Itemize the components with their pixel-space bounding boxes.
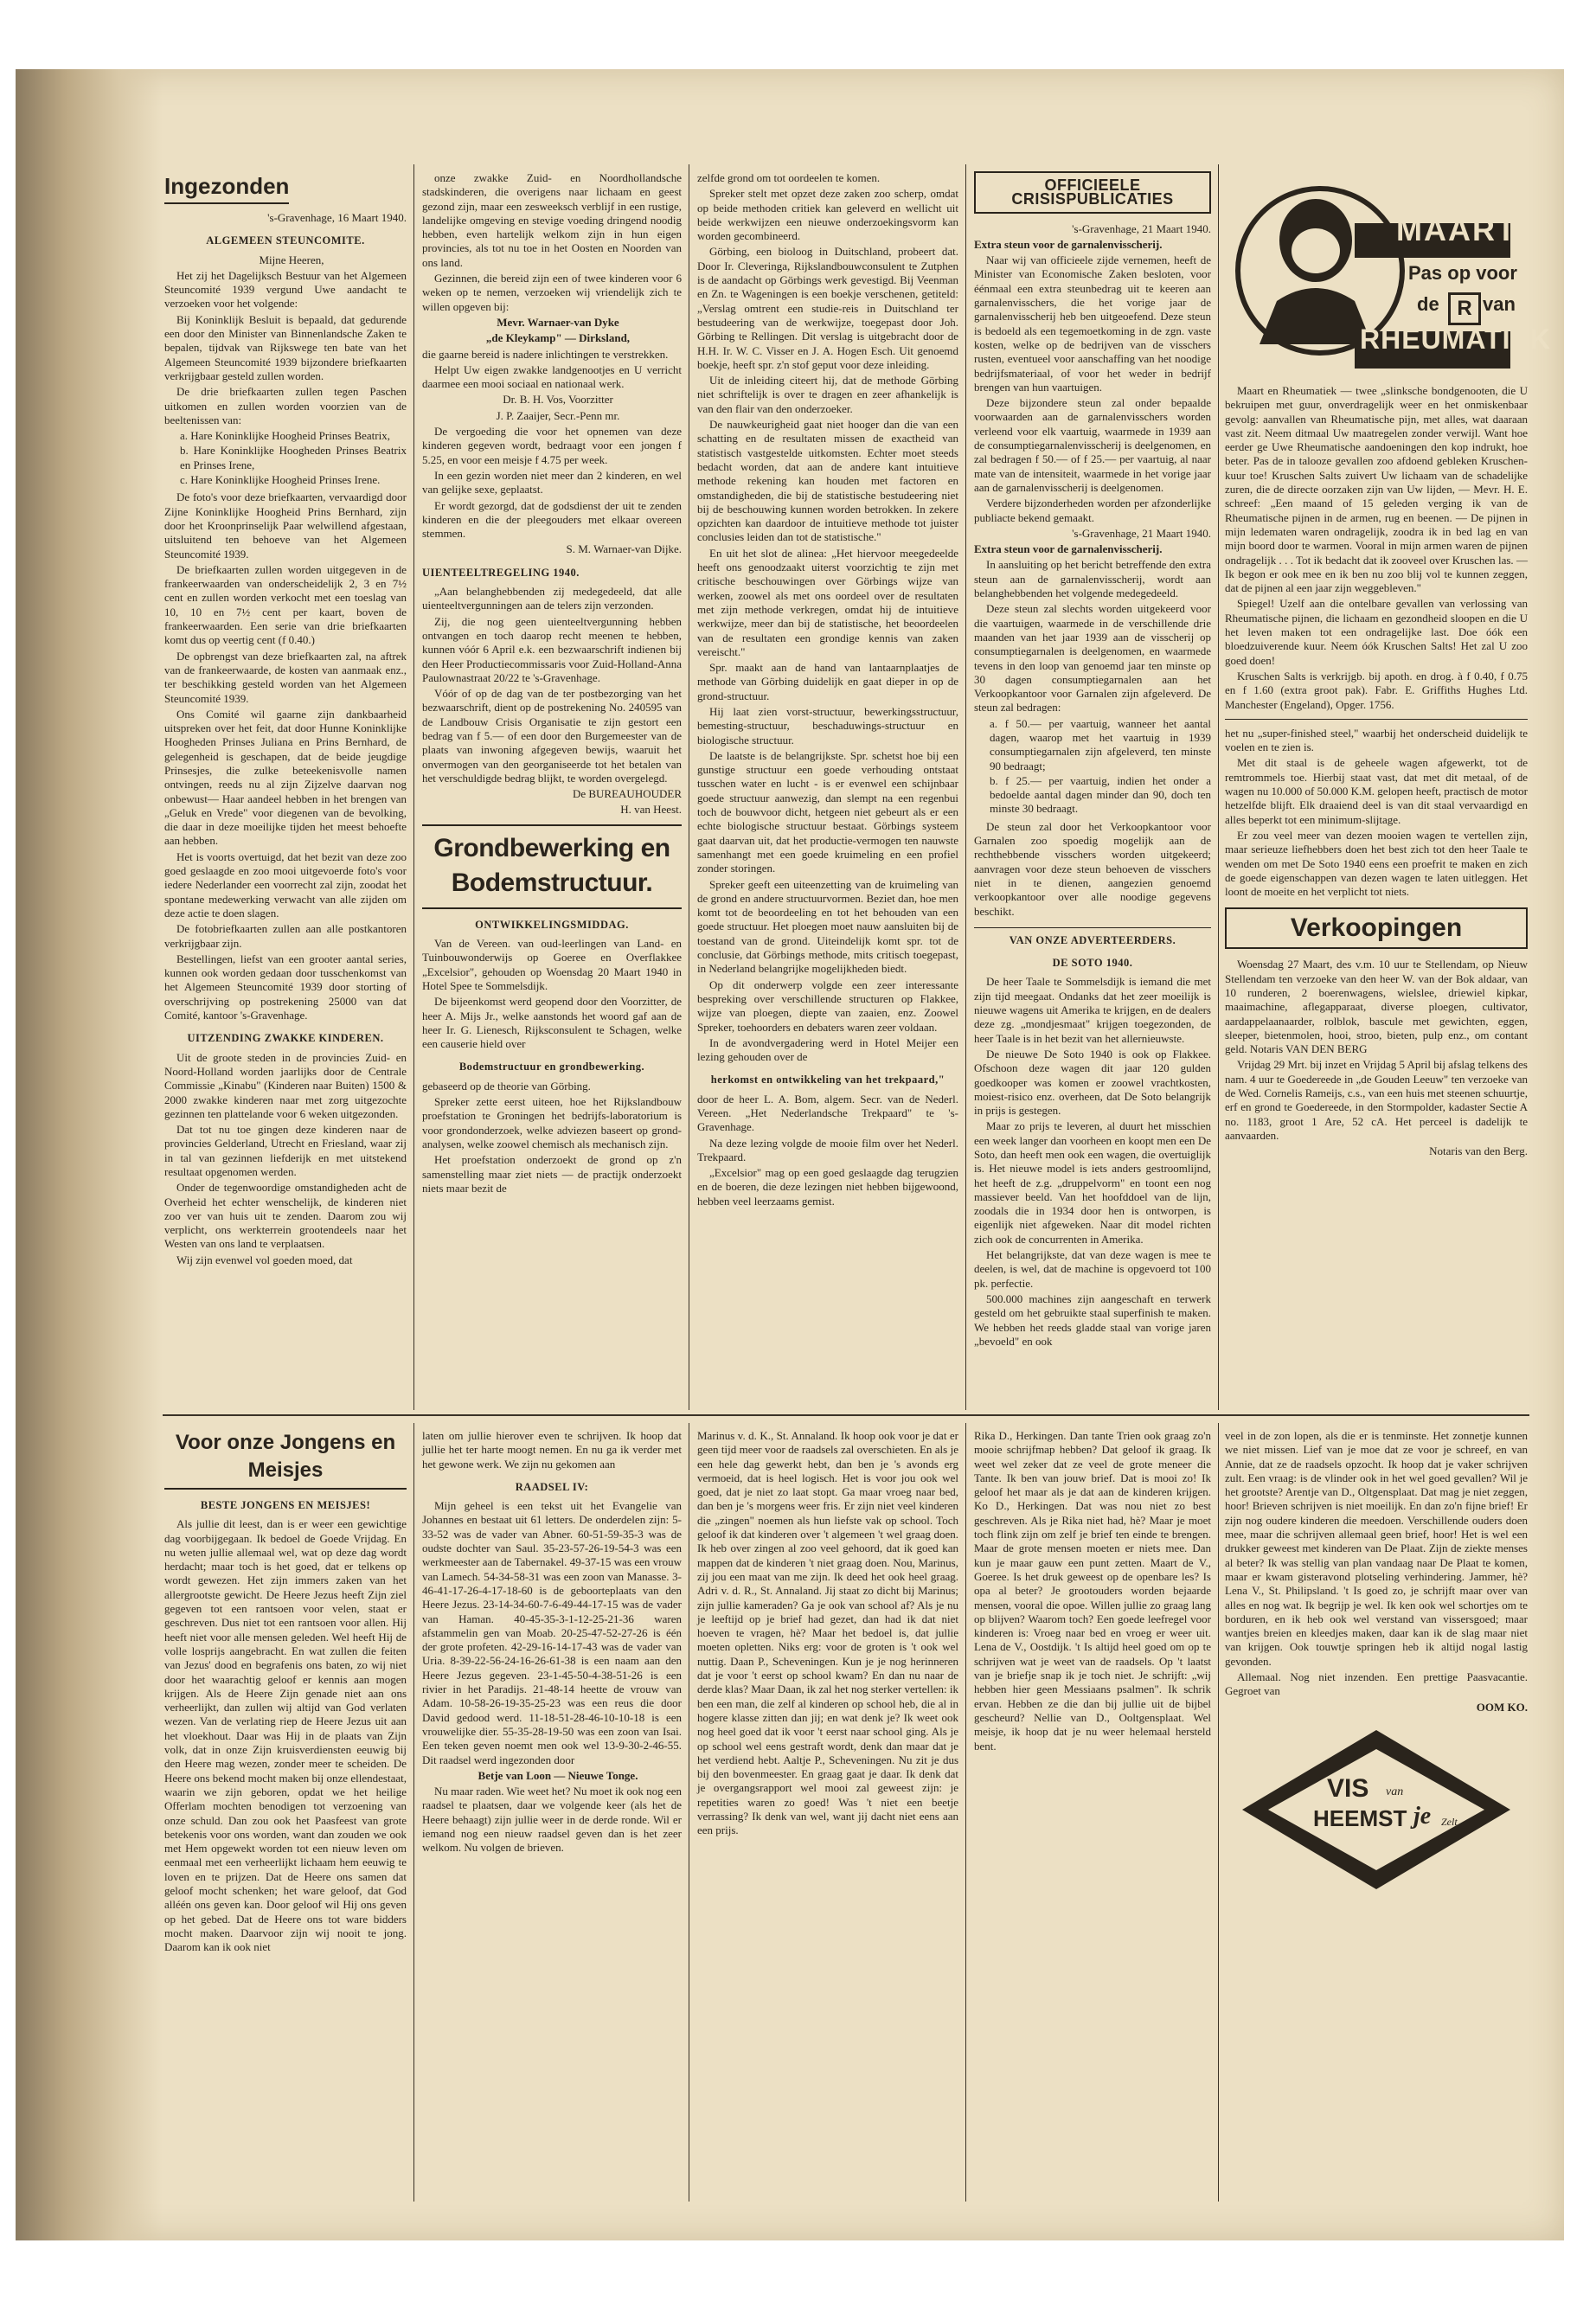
paragraph: Het belangrijkste, dat van deze wagen is mee te deelen, is wel, dat de machine is opgevoerd tot 100 pk. perfectie. [974, 1248, 1211, 1290]
signature: J. P. Zaaijer, Secr.-Penn mr. [496, 408, 620, 422]
column-rule [413, 164, 414, 1410]
subheading: UIENTEELTREGELING 1940. [422, 566, 580, 579]
paragraph: Helpt Uw eigen zwakke landgenootjes en U verricht daarmee een mooi sociaal en nationaal werk. [422, 362, 682, 391]
vis-van-heemst-advert [1225, 1723, 1528, 1896]
paragraph: Zij, die nog geen uienteeltvergunning hebben ontvangen en toch daarop recht meenen te hebben, kunnen vóór 6 April e.k. een bezwaarschrift indienen bij den Heer Productiecommissaris voor Zuid-Holland-Anna Paulownastraat 20/22 te 's-Gravenhage. [422, 614, 682, 684]
zelt-text: Zelt [1441, 1815, 1458, 1828]
bottom-column-three [697, 1429, 958, 2199]
paragraph: Hij laat zien vorst-structuur, bewerkingsstructuur, bemesting-structuur, beschaduwings-structuur en biologische structuur. [697, 704, 958, 747]
subheading: RAADSEL IV: [515, 1480, 589, 1493]
paragraph: In een gezin worden niet meer dan 2 kinderen, en wel van gelijke sexe, geplaatst. [422, 468, 682, 497]
paragraph: Het zij het Dagelijksch Bestuur van het Algemeen Steuncomité 1939 vergund Uwe aandacht te verzoeken voor het volgende: [164, 268, 407, 311]
paragraph: Nu maar raden. Wie weet het? Nu moet ik ook nog een raadsel te plaatsen, daar we volgende keer (als het de Heere behaagt) zijn jullie weer in de derde ronde. Wil er iemand nog een nieuw raadsel geven dan is het zeer welkom. Nu volgen de brieven. [422, 1785, 682, 1855]
steun-list [974, 717, 1211, 817]
paragraph: Op dit onderwerp volgde een zeer interessante bespreking over verschillende structuren op Flakkee, wijze van ploegen, diepte van zaaien, enz. Zoowel Spreker, toehoorders en debaters waren zeer voldaan. [697, 977, 958, 1034]
heemst-text: HEEMST [1313, 1804, 1407, 1831]
signature: De BUREAUHOUDER [572, 787, 682, 801]
subheading: ALGEMEEN STEUNCOMITE. [206, 234, 365, 247]
paragraph: het nu „super-finished steel," waarbij het onderscheid duidelijk te voelen en te zien is. [1225, 726, 1528, 754]
subheading: ONTWIKKELINGSMIDDAG. [475, 918, 629, 931]
dateline: 's-Gravenhage, 16 Maart 1940. [267, 211, 407, 224]
dateline: 's-Gravenhage, 21 Maart 1940. [1072, 221, 1211, 235]
subheading: BESTE JONGENS EN MEISJES! [200, 1499, 371, 1511]
subheading: herkomst en ontwikkeling van het trekpaard," [710, 1074, 945, 1086]
ad-title-van: van [1483, 293, 1516, 315]
paragraph: zelfde grond om tot oordeelen te komen. [697, 171, 881, 184]
paragraph: Met dit staal is de geheele wagen afgewerkt, tot de remtrommels toe. Hierbij staat vast, dat met dit metaal, of de wagen nu 10.000 of 50.000 K.M. gelopen heeft, practisch de motor hetzelfde blijft. Elk draaiend deel is van dit staal vervaardigd en alles beperkt tot een minimum-slijtage. [1225, 756, 1528, 826]
paragraph: Woensdag 27 Maart, des v.m. 10 uur te Stellendam, op Nieuw Stellendam ten verzoeke van den heer W. van der Bok aldaar, van 10 runderen, 2 boerenwagens, wielslee, driewiel kipkar, maaimachine, aflegapparaat, diverse ploegen, cultivator, aardappelaanaarder, rolblok, bascule met gewichten, eggen, sleeper, bietenmolen, hooi, stroo, bieten, pulp enz., om contant geld. Notaris VAN DEN BERG [1225, 958, 1528, 1056]
paragraph: 500.000 machines zijn aangeschaft en terwerk gesteld om het gebruikte staal superfinish te maken. We hebben het reeds gladde staal van vorige jaren „bevoeld" en ook [974, 1292, 1211, 1348]
paragraph: Spreker geeft een uiteenzetting van de kruimeling van de grond en andere structuurvormen. Beziet dan, hoe men komt tot de beoordeeling en tot het behouden van een goede structuur. Het ploegen moet nauw aansluiten bij de toestand van de grond. Uiteindelijk komt spr. tot de conclusie, dat Görbings methode, mits critisch toegepast, in Nederland belangrijke mogelijkheden biedt. [697, 877, 958, 976]
paragraph: Görbing, een bioloog in Duitschland, probeert dat. Door Ir. Cleveringa, Rijkslandbouwconsulent te Zutphen is de aandacht op Görbings werk gevestigd. Bij Veenman en Zn. te Wageningen is een boekje verschenen, getiteld: „Verslag omtrent een studie-reis in Duitschland ter bestudeering van de werkwijze, toegepast door Joh. Görbing te Rellingen. Dit verslag is uitgebracht door de H.H. Ir. W. C. Visser en J. A. Hogen Esch. Uit genoemd boekje, heeft spr. z'n stof geput voor deze inleiding. [697, 245, 958, 371]
ingezonden-heading: Ingezonden [164, 173, 289, 204]
column-two [422, 171, 682, 1410]
paragraph: De laatste is de belangrijkste. Spr. schetst hoe bij een gunstige structuur een goede verhouding ontstaat tusschen water en lucht - is er evenwel een schijnbaar goede structuur aanwezig, dan slempt na een regenbui toch de bouwvoor dicht, hetgeen niet gebeurt als er een echte biologische structuur bestaat. Görbings systeem gaat daarvan uit, dat het productie-vermogen ten nauwste samenhangt met een goede kruimeling en een profiel zonder storingen. [697, 748, 958, 875]
paragraph: door de heer L. A. Bom, algem. Secr. van de Nederl. Vereen. „Het Nederlandsche Trekpaard" te 's-Gravenhage. [697, 1092, 958, 1134]
paragraph: Na deze lezing volgde de mooie film over het Nederl. Trekpaard. [697, 1136, 958, 1163]
subheading: VAN ONZE ADVERTEERDERS. [974, 927, 1211, 947]
column-rule [1218, 1423, 1219, 2202]
paragraph: De vergoeding die voor het opnemen van deze kinderen gegeven wordt, bedraagt voor een jongen f 5.25, en voor een meisje f 4.75 per week. [422, 425, 682, 466]
paragraph: Het is voorts overtuigd, dat het bezit van deze zoo goed geslaagde en zoo mooi uitgevoerde foto's voor iedere Nederlander een voorrecht zal zijn, zoodat het spontane medewerking verwacht van alle zijden om deze actie te doen slagen. [164, 849, 407, 920]
paragraph: „Aan belanghebbenden zij medegedeeld, dat alle uienteeltvergunningen aan de telers zijn verzonden. [422, 585, 682, 612]
paragraph: En uit het slot de alinea: „Het hiervoor meegedeelde heeft ons genoodzaakt uiterst voorzichtig te zijn met critische beschouwingen over Görbings wijze van werken, zoowel als met ons oordeel over de resultaten met zijn methode verkregen, omdat hij de intuitieve werkwijze, meer dan bij de statistische, het beoordeelen van de resultaten een grondige kennis van zaken vereischt." [697, 546, 958, 658]
subheading: Extra steun voor de garnalenvisscherij. [974, 542, 1163, 556]
signature: Mevr. Warnaer-van Dyke [497, 315, 619, 329]
portrait-list [164, 429, 407, 487]
paragraph: Rika D., Herkingen. Dan tante Trien ook graag zo'n mooie schrijfmap hebben? Dat geloof ik graag. Ik weet wel zeker dat ze veel de grote meneer die Tante. Ik ben van jouw brief. Dat is mooi zo! Ik geloof het maar als je dat aan de kinderen krijgen. Ko D., Herkingen. Dat was nou niet zo best geschreven. Als je Rika niet had, hè? Maar je moet toch flink zijn om zelf je brief ten einde te brengen. Maar de grote mensen moeten er niets mee. Dan kun je maar gauw een punt zetten. Maart de V., Goeree. Is het druk geweest op de openbare les? Is opa al beter? Je grootouders worden bejaarde mensen, vooral die opoe. Willen jullie zo graag lang op blijven? Waarom toch? Een goede leefregel voor kinderen is: Vroeg naar bed en vroeg er weer uit. Lena de V., Oostdijk. 't Is altijd heel goed om op te schrijven wat je weet van de raadsels. Op 't laatst van je briefje snap ik je toch niet. Je schrijft: „wij hebben hier geen Messiaans psalmen". Ik schrik ervan. Hebben ze die dan bij jullie uit de bijbel gescheurd? Nellie van D., Ooltgensplaat. Wel meisje, ik hoop dat je nu weer helemaal hersteld bent. [974, 1429, 1211, 1753]
paragraph: Maart en Rheumatiek — twee „slinksche bondgenooten, die U bekruipen met guur, onverdragelijk weer en het onmiskenbaar gevolg: aanvallen van Rheumatische pijn, met alles, wat daaraan vast zit. Neem ditmaal Uw maatregelen zonder verwijl. Want hoe eerder ge Uwe Rheumatische aandoeningen den kop indrukt, hoe beter. Pas de in talooze gevallen zoo afdoend gebleken Kruschen-kuur toe! Kruschen Salts zuivert Uw lichaam van de schadelijke zuren, die de directe oorzaken zijn van Uw lijden, — Mevr. H. E. schreef: „Een maand of 15 geleden verging ik van de Rheumatische pijnen in de armen, rug en beenen. — De pijnen in mijn ledematen waren ondragelijk, zoodra ik in bed lag en van mijn boord door te warmen. Vooral in mijn armen waren de pijnen ondragelijk . . . Tot ik bedacht dat ik zooveel over Kruschen las. — Ik begon er ook mee en ik ben nu zoo blij vol te kunnen zeggen, dat de pijnen al een jaar zijn weggebleven." [1225, 384, 1528, 595]
column-rule [965, 1423, 966, 2202]
list-item: c. Hare Koninklijke Hoogheid Prinses Irene. [180, 473, 381, 487]
paragraph: die gaarne bereid is nadere inlichtingen te verstrekken. [422, 347, 669, 361]
headline-box [422, 824, 682, 909]
je-text: je [1413, 1802, 1432, 1830]
column-crisispublicaties [974, 171, 1211, 1410]
ad-title-rheumatiek: RHEUMATIEK [1360, 324, 1551, 355]
paragraph: De briefkaarten zullen worden uitgegeven in de frankeerwaarden van onderscheidelijk 2, 3 en 7½ cent en zullen worden verkocht met een toeslag van 10, 10 en 7½ cent per kaart, boven de frankeerwaarden. Een serie van drie briefkaarten komt dus op veertig cent (f 0.40.) [164, 562, 407, 647]
paragraph: In de avondvergadering werd in Hotel Meijer een lezing gehouden over de [697, 1035, 958, 1064]
list-item: b. f 25.— per vaartuig, indien het onder a bedoelde aantal dagen minder dan 90, doch ten minste 30 bedraagt. [990, 773, 1211, 816]
bottom-column-one [164, 1429, 407, 2199]
signature: Betje van Loon — Nieuwe Tonge. [478, 1768, 638, 1782]
paragraph: Vrijdag 29 Mrt. bij inzet en Vrijdag 5 April bij afslag telkens des nam. 4 uur te Goedereede in „de Gouden Leeuw" ten verzoeke van de Wed. Cornelis Rameijs, c.s., van een huis met steenen schuurtje, erf en grond te Goedereede, in den Stormpolder, kadaster Sectie A no. 1183, groot 1 Are, 52 cA. Het perceel is dadelijk te aanvaarden. [1225, 1058, 1528, 1142]
verkoopingen-heading: Verkoopingen [1225, 907, 1528, 949]
paragraph: Uit de inleiding citeert hij, dat de methode Görbing niet schriftelijk is over te dragen en zeer afhankelijk is van den flair van den onderzoeker. [697, 374, 958, 415]
paragraph: De heer Taale te Sommelsdijk is iemand die met zijn tijd meegaat. Ondanks dat het zeer moeilijk is nieuwe wagens uit Amerika te krijgen, en de dealers deze zg. „mondjesmaat" krijgen toegezonden, de heer Taale is in het bezit van het allernieuwste. [974, 975, 1211, 1045]
signature: OOM KO. [1476, 1700, 1528, 1714]
bottom-column-two [422, 1429, 682, 2199]
paragraph: „Excelsior" mag op een goed geslaagde dag terugzien en de boeren, die deze lezingen niet hebben bijgewoond, hebben veel leerzaams gemist. [697, 1166, 958, 1208]
vis-text: VIS [1327, 1773, 1369, 1803]
paragraph: Marinus v. d. K., St. Annaland. Ik hoop ook voor je dat er geen tijd meer voor de raadsels zal overschieten. En als je een hele dag gewerkt hebt, dan ben je 's avonds erg vermoeid, dat is heel logisch. Het is voor jou ook wel goed, dat je niet zo laat stopt. Ga maar vroeg naar bed, dan ben je 's morgens weer fris. Er zijn niet veel kinderen die „zingen" noemen als hun liefste vak op school. Toch geloof ik dat kinderen over 't algemeen 't wel graag doen. Ik heb over zingen al zoo veel gehoord, dat ik goed kan mappen dat de kinderen 't niet graag doen. Nou, Marinus, zij jou een maat van me zijn. Ik deed het ook heel graag. Adri v. d. R., St. Annaland. Jij staat zo dicht bij Marinus; zijn jullie kameraden? Ga je ook van school af? Als je nu je leeftijd op je brief had gezet, dan had ik dat niet hoeven te vragen, hè? Maar het bedoel is, dat jullie moeten opletten. Niks erg: voor de groten is 't ook wel nuttig. Daan P., Scheveningen. Kun je je nog herinneren dat je voor 't eerst op school kwam? En dan nu naar de derde klas? Maar Daan, ik zal het nog sterker vertellen: ik ben een man, die zelf al kinderen op school heb, die al in hogere klasse zitten dan jij; en wat denk je? Ik weet ook nog heel goed dat ik voor 't eerst naar school ging. Als je op school wel eens gestraft wordt, denk dan maar dat je het verdiend hebt. Aaltje P., Scheveningen. Nu zit je dus bij den bovenmeester. En graag gaat je daar. Ik denk dat je overgangsrapport wel mooi zal geweest zijn: je repetities waren zo goed! Was 't niet een beetje verrassing? Ik denk van wel, want jij dacht niet eens aan een prijs. [697, 1429, 958, 1837]
paragraph: De nieuwe De Soto 1940 is ook op Flakkee. Ofschoon deze wagen dit jaar 120 gulden goedkooper was komen er zoowel vrachtkosten, moiest-risico enz. overheen, dat De Soto belangrijk in prijs is gestegen. [974, 1047, 1211, 1118]
list-item: b. Hare Koninklijke Hoogheden Prinses Beatrix en Prinses Irene, [180, 444, 407, 471]
paragraph: Er zou veel meer van dezen mooien wagen te vertellen zijn, maar serieuze liefhebbers doen het best zich tot den heer Taale te wenden om met De Soto 1940 eens een proefrit te maken en zich de goede eigenschappen van dezen wagen te laten uitleggen. Het loont de moeite en het verplicht tot niets. [1225, 828, 1528, 899]
bottom-column-four [974, 1429, 1211, 2199]
ad-title-maart: MAART [1396, 212, 1517, 247]
paragraph: Spr. maakt aan de hand van lantaarnplaatjes de methode van Görbing duidelijk en gaat dieper in op de grond-structuur. [697, 661, 958, 702]
paragraph: Ons Comité wil gaarne zijn dankbaarheid uitspreken over het feit, dat door Hunne Koninklijke Hoogheden Prinses Juliana en Prins Bernhard, de gelegenheid is geschapen, dat de beide jeugdige Prinsesjes, die zulke beteekenisvolle namen ontvingen, reeds nu al zijn Zijzelve daarvan nog onbewust— Haar aandeel hebben in het brengen van „Geluk en Vrede" voor diegenen van de bevolking, die daar in deze moeilijke tijden het meest behoefte aan hebben. [164, 707, 407, 848]
paragraph: Wij zijn evenwel vol goeden moed, dat [176, 1253, 353, 1266]
newspaper-page [16, 69, 1564, 2240]
list-item: a. f 50.— per vaartuig, wanneer het aantal dagen, waarop met het vaartuig in 1939 consumptiegarnalen zijn afgeleverd, ten minste 90 bedraagt; [990, 716, 1211, 772]
paragraph: Onder de tegenwoordige omstandigheden acht de Overheid het echter wenschelijk, de kinderen niet zoo ver van huis uit te zenden. Daarom zou wij verplicht, ons werkterrein grootendeels naar het Westen van ons land te verplaatsen. [164, 1181, 407, 1251]
signature: S. M. Warnaer-van Dijke. [566, 542, 682, 556]
subheading: Extra steun voor de garnalenvisscherij. [974, 237, 1163, 251]
paragraph: Mijn geheel is een tekst uit het Evangelie van Johannes en bestaat uit 61 letters. De onderdelen zijn: 5-33-52 was de vader van Abner. 60-51-59-35-3 was de oudste dochter van Saul. 35-23-57-26-19-54-3 was een werkmeester aan de Tabernakel. 49-37-15 was een vrouw van Lamech. 54-34-58-31 was een zoon van Manasse. 3-46-41-17-26-4-17-18-60 is de geboorteplaats van den Heere Jezus. 23-14-34-60-7-6-49-44-17-15 was de vader van Haman. 40-45-35-3-1-12-25-21-36 waren afstammelin gen van Moab. 20-25-47-52-27-26 is één der grote profeten. 42-29-16-14-17-43 was de vader van Uria. 8-39-22-56-24-16-26-61-38 is een naam aan den Heere Jezus gegeven. 23-1-45-50-4-38-51-26 is een rivier in het Paradijs. 21-48-14 heette de vrouw van Adam. 10-58-26-19-35-25-23 was een reus die door David gedood werd. 11-18-51-28-46-10-10-18 is een vrouwelijke dier. 55-35-28-19-50 was een zoon van Isai. Een teken geven noemt men ook wel 13-9-30-2-46-55. Dit raadsel werd ingezonden door [422, 1499, 682, 1766]
paragraph: Deze bijzondere steun zal onder bepaalde voorwaarden aan de garnalenvisschers worden verleend voor elk vaartuig, waarmede in 1939 aan de consumptiegarnalenvisscherij is deelgenomen, en zal bedragen f 50.— of f 25.— per vaartuig, al naar mate van de intensiteit, waarmede in het vorige jaar aan de garnalenvisscherij is deelgenomen. [974, 396, 1211, 494]
subheading: DE SOTO 1940. [1052, 957, 1133, 970]
paragraph: Maar zo prijs te leveren, al duurt het misschien een week langer dan voorheen en koopt men een De Soto, dan heeft men ook een wagen, die overtuiglijk is. Het nieuwe model is iets anders gestroomlijnd, het heeft de z.g. „druppelvorm" en toont een nog massiever beeld. Van het hoofddoel van de lijn, zoodals die in 1934 door hen is ontworpen, is eigenlijk niet afgeweken. Naar dit model richten zich ook de concurrenten in Amerika. [974, 1119, 1211, 1246]
signature: Dr. B. H. Vos, Voorzitter [503, 393, 613, 407]
signature: „de Kleykamp" — Dirksland, [485, 331, 631, 345]
page-fold-shadow [16, 69, 163, 2240]
subheading: UITZENDING ZWAKKE KINDEREN. [187, 1032, 384, 1045]
signature: H. van Heest. [620, 803, 682, 817]
paragraph: De steun zal door het Verkoopkantoor voor Garnalen zoo spoedig mogelijk aan de rechthebbende visschers worden uitgekeerd; aanvragen voor deze steun behoeven de visschers niet in te dienen, aangezien genoemd verkoopkantoor over alle noodige gegevens beschikt. [974, 819, 1211, 918]
paragraph: Van de Vereen. van oud-leerlingen van Land- en Tuinbouwonderwijs op Goeree en Overflakkee „Excelsior", gehouden op Woensdag 20 Maart 1940 in Hotel Spee te Sommelsdijk. [422, 937, 682, 992]
paragraph: Deze steun zal slechts worden uitgekeerd voor die vaartuigen, waarmede in de verschillende drie maanden van het jaar 1939 aan de visscherij op consumptiegarnalen is deelgenomen, en waarmede tevens in den loop van genoemd jaar ten minste op 30 dagen consumptiegarnalen aan het Verkoopkantoor voor Garnalen zijn afgeleverd. De steun zal bedragen: [974, 602, 1211, 715]
signature: Notaris van den Berg. [1429, 1144, 1528, 1158]
paragraph: veel in de zon lopen, als die er is tenminste. Het zonnetje kunnen we niet missen. Lief van je moe dat ze voor je schreef, en van Annie, dat ze de raadsels opzocht. Ik hoop dat je vaker schrijven zult. Een vraag: is de vlinder ook in het wel goed gevallen? Wil je het grootste? Arentje van D., Oltgensplaat. Dat mag je niet zeggen, hoor! Brieven schrijven is niet moeilijk. En dan zo'n fijne brief! Er zijn nog oudere kinderen die meedoen. Verschillende ouders doen mee, maar die schrijven allemaal geen brief, hoor! Het is wel een drukker geweest met kinderen van De Plaat. Zijn de ziekte menses al beter? Ik was stellig van plan vandaag naar De Plaat te komen, maar er kwam gisteravond plotseling verhindering. Jammer, hè? Lena V., St. Philipsland. 't Is goed zo, je schrijft maar over van alles en nog wat. Ik begrijp je wel. Ik ken ook wel schortjes om te borduren, en ik heb ook wel verstand van vissersgoed; maar wantjes breien en kleedjes maken, daar kan ik de slag maar niet van krijgen. Ook touwtje springen heb ik altijd nogal lastig gevonden. [1225, 1429, 1528, 1668]
column-ingezonden [164, 173, 407, 1410]
ad-title-de: de [1417, 293, 1439, 315]
paragraph: In aansluiting op het bericht betreffende den extra steun aan de garnalenvisscherij, wordt aan belanghebbenden het volgende medegedeeld. [974, 558, 1211, 600]
paragraph: Spreker zette eerst uiteen, hoe het Rijkslandbouw proefstation te Groningen het bedrijfs-laboratorium is voor grondonderzoek, welke adviezen baseert op grond-analysen, welke zoowel chemisch als mechanisch zijn. [422, 1095, 682, 1150]
column-rule [413, 1423, 414, 2202]
column-rule [1218, 164, 1219, 1410]
paragraph: De fotobriefkaarten zullen aan alle postkantoren verkrijgbaar zijn. [164, 922, 407, 950]
voor-onze-jongens-heading: Voor onze Jongens en Meisjes [164, 1429, 407, 1490]
paragraph: Het proefstation onderzoekt de grond op z'n samenstelling maar ziet niets — de practijk onderzoekt niets maar bezit de [422, 1153, 682, 1195]
crisispublicaties-heading: OFFICIEELE CRISISPUBLICATIES [974, 171, 1211, 214]
paragraph: onze zwakke Zuid- en Noordhollandsche stadskinderen, die overigens naar lichaam en geest gezond zijn, maar een zesweeksch verblijf in een rustige, landelijke omgeving en stevige voeding dringend noodig hebben, even hartelijk welkom zijn in hun eigen provincies, als tot nu toe in het Oosten en Noorden van ons land. [422, 171, 682, 269]
paragraph: De drie briefkaarten zullen tegen Paschen uitkomen en zullen worden voorzien van de beeltenissen van: [164, 385, 407, 426]
paragraph: De bijeenkomst werd geopend door den Voorzitter, de heer A. Mijs Jr., welke aanstonds het woord gaf aan de heer Ir. G. Lienesch, Rijksconsulent te Schagen, welke een causerie hield over [422, 995, 682, 1051]
kruschen-advert-illustration [1225, 171, 1551, 379]
salutation: Mijne Heeren, [259, 253, 324, 266]
dateline: 's-Gravenhage, 21 Maart 1940. [1072, 526, 1211, 540]
paragraph: De foto's voor deze briefkaarten, vervaardigd door Zijne Koninklijke Hoogheid Prins Bernhard, zijn door het Kroonprinselijk Paar welwillend afgestaan, uitsluitend ten behoeve van het Algemeen Steuncomité 1939. [164, 490, 407, 561]
column-rule [965, 164, 966, 1410]
paragraph: gebaseerd op de theorie van Görbing. [422, 1079, 591, 1093]
paragraph: De opbrengst van deze briefkaarten zal, na aftrek van de frankeerwaarde, de kosten van aanmaak enz., ter beschikking gesteld worden van het Algemeen Steuncomité 1939. [164, 649, 407, 705]
paragraph: Bij Koninklijk Besluit is bepaald, dat gedurende een door den Minister van Binnenlandsche Zaken te bepalen, tijdvak van Rijkswege ten bate van het Algemeen Steuncomité 1939 bijzondere briefkaarten verkrijgbaar gesteld zullen worden. [164, 312, 407, 382]
paragraph: Dat tot nu toe gingen deze kinderen naar de provincies Gelderland, Utrecht en Friesland, waar zij in tal van gezinnen liefderijk en met uitstekend resultaat opgenomen werden. [164, 1123, 407, 1178]
paragraph: laten om jullie hierover even te schrijven. Ik hoop dat jullie het ter harte moogt nemen. En nu ga ik verder met het gewone werk. We zijn nu gekomen aan [422, 1429, 682, 1471]
paragraph: Er wordt gezorgd, dat de godsdienst der uit te zenden kinderen en die der pleegouders met elkaar overeen stemmen. [422, 498, 682, 541]
subheading: Bodemstructuur en grondbewerking. [458, 1061, 645, 1074]
paragraph: Bestellingen, liefst van een grooter aantal series, kunnen ook worden gedaan door tusschenkomst van het Algemeen Steuncomité 1939 door storting of overschrijving op postrekening 25000 van dat Comité, kantoor 's-Gravenhage. [164, 952, 407, 1022]
paragraph: Verdere bijzonderheden worden per afzonderlijke publiacte bekend gemaakt. [974, 497, 1211, 524]
paragraph: Uit de groote steden in de provincies Zuid- en Noord-Holland worden jaarlijks door de Centrale Commissie „Kinabu" (Kinderen naar Buiten) 1500 & 2000 zwakke kinderen naar met zorg uitgezochte gezinnen ten plattelande voor 6 weken uitgezonden. [164, 1050, 407, 1120]
bottom-column-five [1225, 1429, 1528, 2199]
paragraph: Allemaal. Nog niet inzenden. Een prettige Paasvacantie. Gegroet van [1225, 1670, 1528, 1698]
grondbewerking-headline: Grondbewerking en Bodemstructuur. [433, 833, 670, 897]
ad-title-r: R [1448, 292, 1481, 325]
paragraph: Spiegel! Uzelf aan die ontelbare gevallen van verlossing van Rheumatische pijnen, die lichaam en gezondheid sloopen en die U het leven maken tot een ondragelijke last. Doe óók een bloedzuiverende kuur. Neem óók Kruschen Salts! Het zal U zoo goed doen! [1225, 597, 1528, 667]
paragraph: Naar wij van officieele zijde vernemen, heeft de Minister van Economische Zaken besloten, voor éénmaal een extra steunbedrag uit te keeren aan garnalenvisschers, die het vorige jaar de garnalenvisscherij heb ben uitgeoefend. Deze steun is bedoeld als een tegemoetkoming in de zgn. vaste kosten, welke op de bedrijven van de visschers rusten, eventueel voor aanschaffing van het noodige bedrijfsmateriaal, of voor het weder in bedrijf brengen van hun vaartuigen. [974, 253, 1211, 394]
paragraph: Als jullie dit leest, dan is er weer een gewichtige dag voorbijgegaan. Ik bedoel de Goede Vrijdag. En nu weten jullie allemaal wel, wat op deze dag wordt herdacht; maar toch is het goed, dat er telkens op wordt gewezen. Het zijn immers zaken van het allergrootste gewicht. De Heere Jezus heeft Zijn ziel gegeven tot een rantsoen voor velen, staat er geschreven. Dus niet tot een rantsoen voor allen. Hij heeft niet voor alle mensen geleden. Wel heeft Hij de volle losprijs aangebracht. En wat zullen die feiten van Jezus' dood en begrafenis ons baten, zo wij niet door het waarachtig geloof er kennis aan mogen krijgen. Als de Heere Zijn genade niet aan ons verheerlijkt, dan zullen wij altijd van God verlaten wezen. Van de verlating riep de Heere Jezus uit aan het vloekhout. Daar was Hij in de plaats van Zijn volk, dat in onze Zijn kruisverdiensten eeuwig bij den Heere mag wezen, zonder meer te scheiden. De Heere ons bekend mocht maken bij onze ellendestaat, waarin we zijn geboren, opdat we het heilige Offerlam mochten benodigen tot verzoening van onze schuld. Dan zou ook het Paasfeest van grote betekenis voor ons worden, want dan zouden we ook met Hem opgewekt worden tot een nieuw leven om eenmaal met een verheerlijkt lichaam hem eeuwig te loven en te prijzen. Dat de Heere ons samen dat geloof mocht schenken; het ware geloof, dat God alléén ons geven kan. Door geloof wil Hij ons geven op het gebed. Dat de Heere ons tot ware bidders mocht maken. Daarvoor zijn wij nooit te jong. Daarom kan ik ook niet [164, 1517, 407, 1954]
list-item: a. Hare Koninklijke Hoogheid Prinses Beatrix, [180, 429, 390, 443]
column-five [1225, 171, 1551, 1410]
paragraph: Vóór of op de dag van de ter postbezorging van het bezwaarschrift, dient op de postrekening No. 240595 van de Landbouw Crisis Organisatie te zijn gestort een bedrag van f 5.— of een door den Burgemeester van de plaats van inwoning afgegeven bewijs, waaruit het onvermogen van den georganiseerde tot het betalen van het verschuldigde bedrag blijkt, te worden overgelegd. [422, 687, 682, 785]
van-text: van [1386, 1785, 1404, 1798]
paragraph: Gezinnen, die bereid zijn een of twee kinderen voor 6 weken op te nemen, verzoeken wij vriendelijk zich te willen opgeven bij: [422, 272, 682, 313]
paragraph: Spreker stelt met opzet deze zaken zoo scherp, omdat op beide methoden critiek kan geleverd en wellicht uit beide werkwijzen een nieuwe onderzoekingsvorm kan worden gecombineerd. [697, 187, 958, 243]
column-three [697, 171, 958, 1410]
section-rule [163, 1414, 1529, 1416]
paragraph: De nauwkeurigheid gaat niet hooger dan die van een schatting en de resultaten missen de exactheid van statistisch vastgestelde uitkomsten. Echter moet steeds bedacht worden, dat aan de andere kant intuitieve methode rekening kan houden met factoren en omstandigheden, die bij de statistische bestudeering niet bij de beschouwing kunnen worden betrokken. In zekere opzichten kan daardoor de intuitieve methode tot juister conclusies leiden dan tot de statistische." [697, 418, 958, 544]
ad-title-pas-op: Pas op voor [1408, 262, 1517, 284]
paragraph: Kruschen Salts is verkrijgb. bij apoth. en drog. à f 0.40, f 0.75 en f 1.60 (extra groot pak). Fabr. E. Griffiths Hughes Ltd. Manchester (Engeland), Opger. 1756. [1225, 669, 1528, 711]
